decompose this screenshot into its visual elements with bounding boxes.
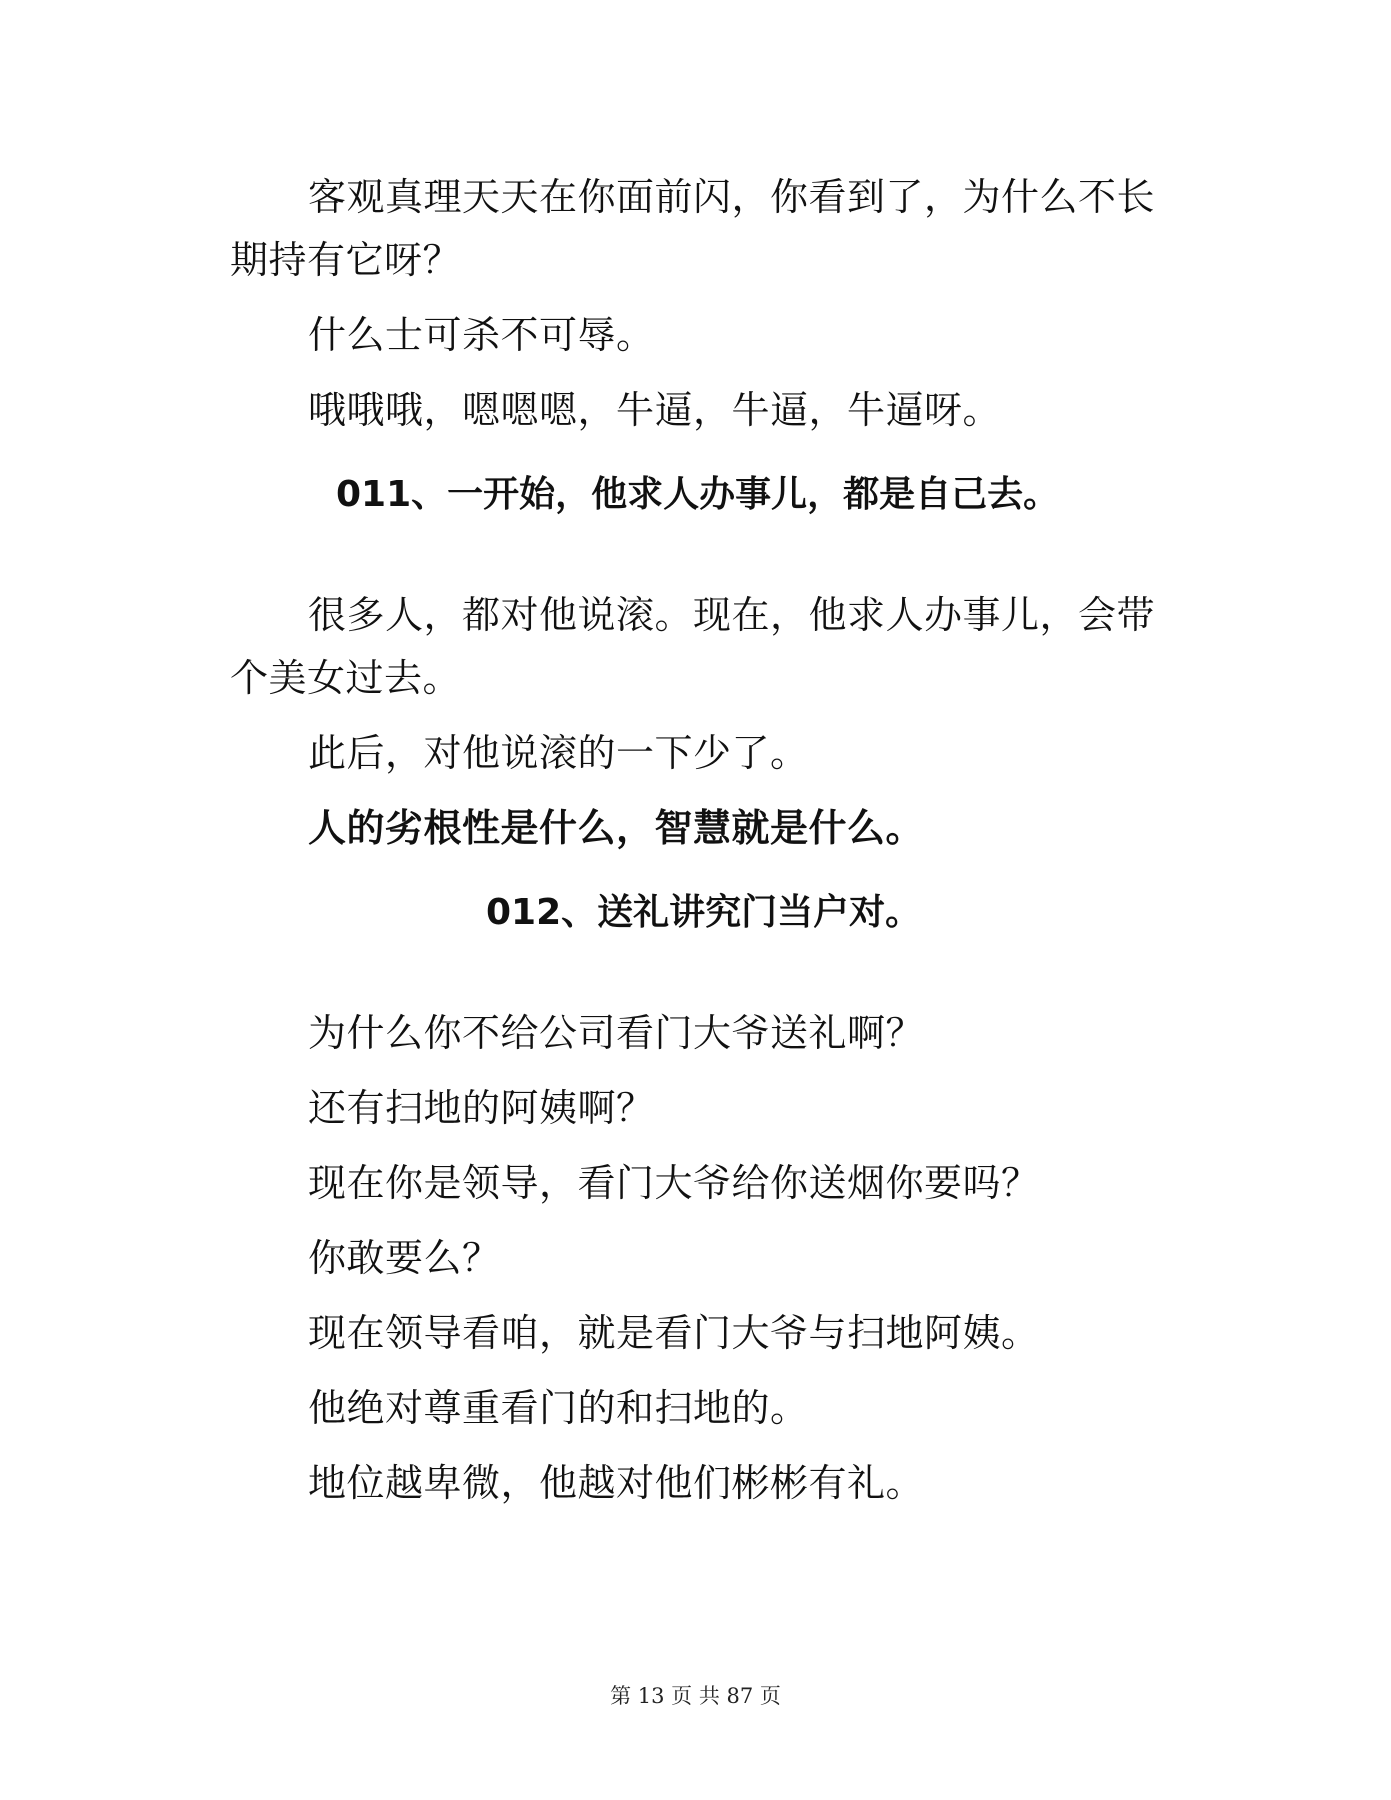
paragraph: 客观真理天天在你面前闪，你看到了，为什么不长期持有它呀？ <box>230 175 1156 282</box>
paragraph: 你敢要么？ <box>308 1236 501 1280</box>
paragraph: 什么士可杀不可辱。 <box>308 313 655 357</box>
paragraph: 现在你是领导，看门大爷给你送烟你要吗？ <box>308 1161 1040 1205</box>
paragraph: 很多人，都对他说滚。现在，他求人办事儿，会带个美女过去。 <box>230 593 1156 700</box>
section-intro <box>230 166 1160 442</box>
paragraph: 哦哦哦，嗯嗯嗯，牛逼，牛逼，牛逼呀。 <box>308 388 1002 432</box>
paragraph: 现在领导看咱，就是看门大爷与扫地阿姨。 <box>308 1311 1040 1355</box>
section-012-body <box>230 1002 1160 1515</box>
paragraph: 他绝对尊重看门的和扫地的。 <box>308 1386 809 1430</box>
paragraph: 地位越卑微，他越对他们彬彬有礼。 <box>308 1461 925 1505</box>
bold-paragraph: 人的劣根性是什么，智慧就是什么。 <box>308 806 925 850</box>
paragraph: 还有扫地的阿姨啊？ <box>308 1086 655 1130</box>
section-011-body <box>230 584 1160 860</box>
section-heading-011: 011、一开始，他求人办事儿，都是自己去。 <box>336 474 1060 515</box>
paragraph: 此后，对他说滚的一下少了。 <box>308 731 809 775</box>
section-heading-012: 012、送礼讲究门当户对。 <box>486 892 922 933</box>
page-number-footer: 第 13 页 共 87 页 <box>610 1684 781 1708</box>
paragraph: 为什么你不给公司看门大爷送礼啊？ <box>308 1011 925 1055</box>
